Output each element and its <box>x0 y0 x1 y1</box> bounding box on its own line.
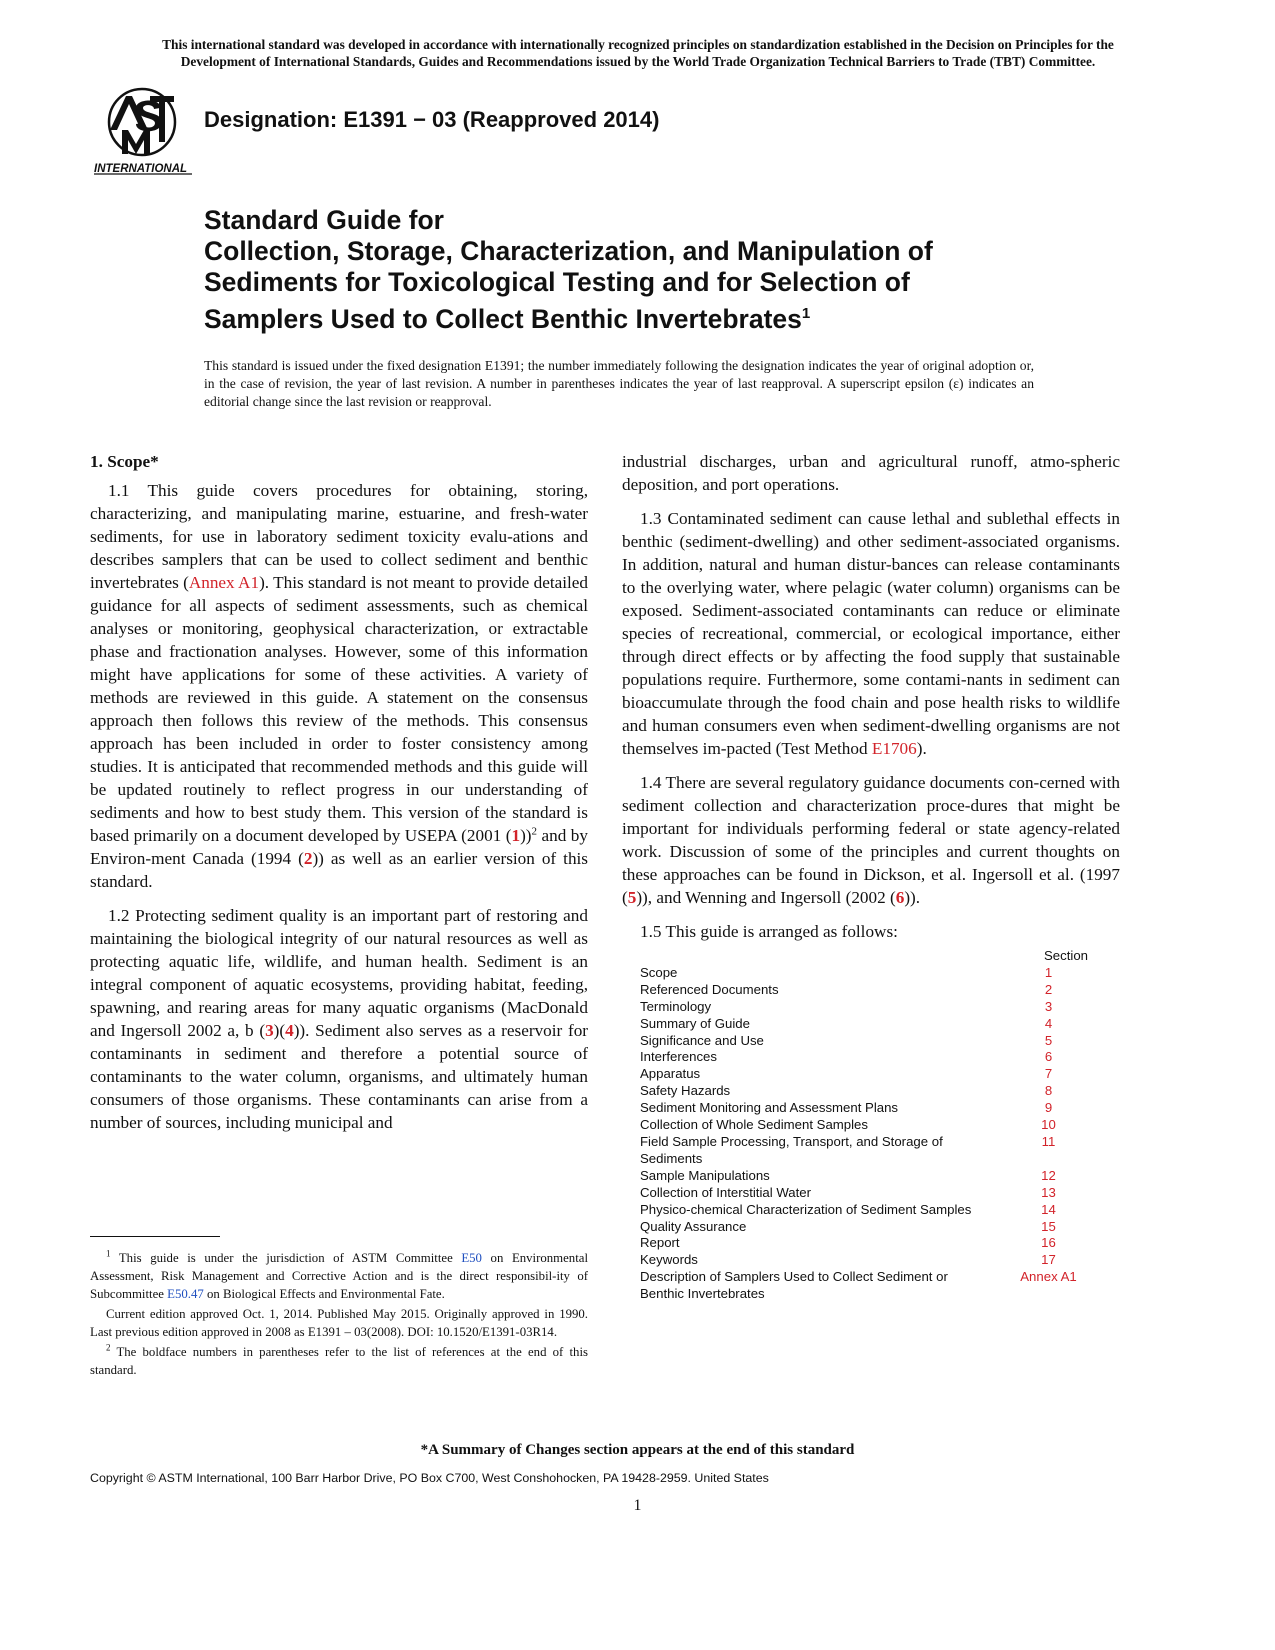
paragraph-1-2: 1.2 Protecting sediment quality is an important part of restoring and maintaining the biological integrity of our natural resources as well as protecting aquatic life, wildlife, and human health. Sediment is an integral component of aquatic ecosystems, providing habitat, feeding, spawning, and rearing areas for many aquatic organisms (MacDonald and Ingersoll 2002 a, b (3)(4)). Sediment also serves as a reservoir for contaminants in sediment and therefore a potential source of contaminants to the water column, organisms, and ultimately human consumers of those organisms. These contaminants can arise from a number of sources, including municipal and <box>90 906 589 1132</box>
paragraph-1-2-continued: industrial discharges, urban and agricultural runoff, atmo-spheric deposition, and port operations. <box>622 452 1120 494</box>
footnote-divider <box>90 1236 220 1237</box>
footnote-mark-2: 2 <box>531 825 538 838</box>
toc-title: Apparatus <box>640 1066 701 1082</box>
footnote-1-edition: Current edition approved Oct. 1, 2014. Published May 2015. Originally approved in 1990. Last previous edition approved in 2008 as E1391 – 03(2008). DOI: 10.1520/E1391-03R14. <box>90 1307 588 1339</box>
copyright-line: Copyright © ASTM International, 100 Barr Harbor Drive, PO Box C700, West Conshohocken, PA 19428-2959. United States <box>90 1471 769 1485</box>
toc-title: Significance and Use <box>640 1032 764 1048</box>
toc-row <box>640 1033 1118 1050</box>
section-heading-scope: 1. Scope* <box>90 452 159 471</box>
e1706-link[interactable]: E1706 <box>871 739 917 758</box>
toc-section-link[interactable]: 7 <box>1044 1066 1053 1082</box>
toc-row <box>640 1252 1118 1269</box>
toc-row <box>640 1083 1118 1100</box>
left-column <box>90 450 588 1145</box>
logo-text: INTERNATIONAL <box>94 163 188 175</box>
toc-section-link[interactable]: 8 <box>1044 1083 1053 1099</box>
toc-section-link[interactable]: 3 <box>1044 998 1053 1014</box>
footnote-1: $^1$ This guide is under the jurisdiction of ASTM Committee E50 on Environmental Assessment, Risk Management and Corrective Action and is the direct responsibil-ity of Subcommittee E50.47 on Biological Effects and Environmental Fate. <box>90 1248 588 1301</box>
e50-47-link[interactable]: E50.47 <box>167 1287 204 1301</box>
toc-title: Report <box>640 1235 680 1251</box>
toc-row <box>640 1016 1118 1033</box>
toc-title: Scope <box>640 964 678 980</box>
toc-section-link[interactable]: 9 <box>1044 1100 1053 1116</box>
toc-title: Referenced Documents <box>640 981 779 997</box>
toc-title: Safety Hazards <box>640 1083 731 1099</box>
reference-link-3[interactable]: 3 <box>265 1021 274 1040</box>
document-title <box>204 205 1064 335</box>
toc-title: Terminology <box>640 998 712 1014</box>
toc-title: Sample Manipulations <box>640 1167 770 1183</box>
toc-row <box>640 1049 1118 1066</box>
toc-section-link[interactable]: 13 <box>1041 1184 1056 1200</box>
toc-section-link[interactable]: 14 <box>1041 1201 1056 1217</box>
toc-section-link[interactable]: 15 <box>1041 1218 1056 1234</box>
toc-section-link[interactable]: 1 <box>1044 964 1053 980</box>
title-footnote-mark: 1 <box>801 305 811 322</box>
toc-section-link[interactable]: 6 <box>1044 1049 1053 1065</box>
astm-logo-icon <box>92 84 196 176</box>
toc-title: Sediment Monitoring and Assessment Plans <box>640 1100 899 1116</box>
toc-section-link[interactable]: 16 <box>1041 1235 1056 1251</box>
toc-row <box>640 965 1118 982</box>
title-line-2: Collection, Storage, Characterization, and Manipulation of <box>204 236 933 266</box>
paragraph-1-3: 1.3 Contaminated sediment can cause lethal and sublethal effects in benthic (sediment-dwelling) and other sediment-associated organisms. In addition, natural and human distur-bances can release contaminants to the overlying water, where pelagic (water column) organisms can be exposed. Sediment-associated contaminants can reduce or eliminate species of recreational, commercial, or ecological importance, either through direct effects or by affecting the food supply that sustainable populations require. Furthermore, some contami-nants in sediment can bioaccumulate through the food chain and pose health risks to wildlife and human consumers even when sediment-dwelling organisms are not themselves im-pacted (Test Method E1706). <box>622 509 1120 758</box>
toc-section-link[interactable]: 5 <box>1044 1032 1053 1048</box>
toc-title: Interferences <box>640 1049 717 1065</box>
annex-a1-link[interactable]: Annex A1 <box>188 573 260 592</box>
e50-link[interactable]: E50 <box>461 1251 482 1265</box>
toc-section-link[interactable]: 12 <box>1041 1167 1056 1183</box>
toc-row <box>640 1235 1118 1252</box>
toc-title: Keywords <box>640 1252 698 1268</box>
reference-link-1[interactable]: 1 <box>511 826 521 845</box>
toc-row <box>640 1219 1118 1236</box>
top-notice-line-2: Development of International Standards, Guides and Recommendations issued by the World Trade Organization Technical Barriers to Trade (TBT) Committee. <box>180 54 1096 69</box>
toc-row <box>640 982 1118 999</box>
toc-header: Section <box>1044 948 1088 963</box>
title-line-1: Standard Guide for <box>204 205 444 235</box>
paragraph-1-4: 1.4 There are several regulatory guidance documents con-cerned with sediment collection and characterization proce-dures that might be important for individuals performing federal or state agency-related work. Discussion of some of the principles and current thoughts on these approaches can be found in Dickson, et al. Ingersoll et al. (1997 (5)), and Wenning and Ingersoll (2002 (6)). <box>622 773 1120 907</box>
paragraph-1-5: 1.5 This guide is arranged as follows: <box>640 922 898 941</box>
designation: Designation: E1391 − 03 (Reapproved 2014) <box>204 107 660 132</box>
toc-row <box>640 1202 1118 1219</box>
toc-section-link[interactable]: 10 <box>1041 1117 1056 1133</box>
toc-row <box>640 1066 1118 1083</box>
toc-row <box>640 1185 1118 1202</box>
toc-title: Collection of Whole Sediment Samples <box>640 1117 868 1133</box>
reference-link-5[interactable]: 5 <box>627 888 637 907</box>
toc-section-link[interactable]: 2 <box>1044 981 1053 997</box>
toc-row <box>640 1134 1118 1168</box>
title-line-4: Samplers Used to Collect Benthic Invertebrates <box>204 303 802 334</box>
toc-title: Quality Assurance <box>640 1218 747 1234</box>
summary-of-changes-note: *A Summary of Changes section appears at the end of this standard <box>420 1442 855 1458</box>
top-notice <box>88 36 1188 70</box>
toc-row <box>640 1117 1118 1134</box>
toc-section-link[interactable]: Annex A1 <box>1020 1269 1077 1285</box>
toc-row <box>640 1269 1118 1303</box>
toc-title: Field Sample Processing, Transport, and Storage of Sediments <box>640 1133 943 1166</box>
reference-link-6[interactable]: 6 <box>895 888 905 907</box>
title-line-3: Sediments for Toxicological Testing and for Selection of <box>204 267 910 297</box>
toc-section-link[interactable]: 11 <box>1041 1133 1056 1149</box>
toc-title: Summary of Guide <box>640 1015 750 1031</box>
paragraph-1-1: 1.1 This guide covers procedures for obtaining, storing, characterizing, and manipulating marine, estuarine, and fresh-water sediments, for use in laboratory sediment toxicity evalu-ations and describes samplers that can be used to collect sediment and benthic invertebrates (Annex A1). This standard is not meant to provide detailed guidance for all aspects of sediment assessments, such as chemical analyses or monitoring, geophysical characterization, or extractable phase and fractionation analyses. However, some of this information might have applications for some of these activities. A variety of methods are reviewed in this guide. A statement on the consensus approach then follows this review of the methods. This consensus approach has been included in order to foster consistency among studies. It is anticipated that recommended methods and this guide will be updated routinely to reflect progress in our understanding of sediments and how to best study them. This version of the standard is based primarily on a document developed by USEPA (2001 (1))$^2$ and by Environ-ment Canada (1994 (2)) as well as an earlier version of this standard. <box>90 481 588 891</box>
footnote-2: $^2$ The boldface numbers in parentheses refer to the list of references at the end of this standard. <box>90 1342 588 1377</box>
page-number: 1 <box>633 1497 642 1514</box>
toc-section-link[interactable]: 17 <box>1041 1252 1056 1268</box>
reference-link-2[interactable]: 2 <box>303 849 313 868</box>
top-notice-line-1: This international standard was developed in accordance with internationally recognized principles on standardization established in the Decision on Principles for the <box>162 37 1114 52</box>
issue-note: This standard is issued under the fixed designation E1391; the number immediately following the designation indicates the year of original adoption or, in the case of revision, the year of last revision. A number in parentheses indicates the year of last reapproval. A superscript epsilon (ε) indicates an editorial change since the last revision or reapproval. <box>204 358 1034 409</box>
toc-section-link[interactable]: 4 <box>1044 1015 1053 1031</box>
toc-title: Collection of Interstitial Water <box>640 1184 812 1200</box>
footnotes <box>90 1249 588 1381</box>
right-column <box>622 450 1120 1303</box>
toc-row <box>640 999 1118 1016</box>
table-of-contents <box>640 948 1118 1303</box>
reference-link-4[interactable]: 4 <box>285 1021 294 1040</box>
toc-title: Physico-chemical Characterization of Sediment Samples <box>640 1201 972 1217</box>
toc-row <box>640 1168 1118 1185</box>
toc-title: Description of Samplers Used to Collect Sediment or Benthic Invertebrates <box>640 1269 948 1302</box>
toc-row <box>640 1100 1118 1117</box>
